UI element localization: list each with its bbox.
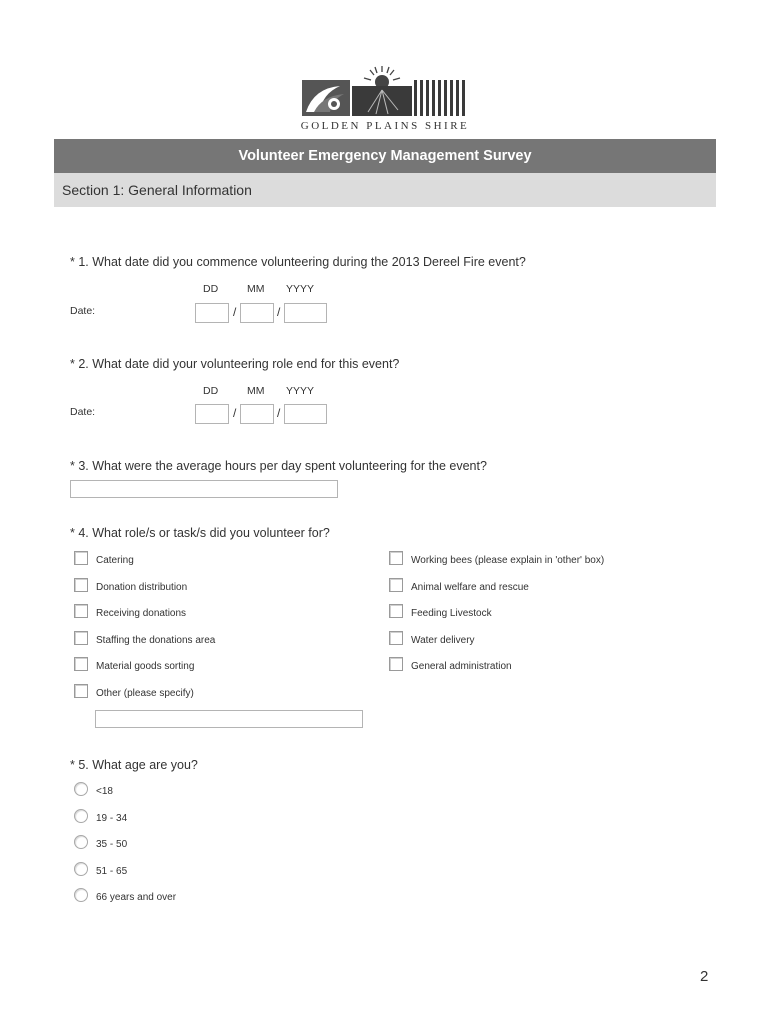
age-under-18-radio[interactable] [74, 782, 88, 796]
age-66-plus-radio[interactable] [74, 888, 88, 902]
other-checkbox[interactable] [74, 684, 88, 698]
q2-yyyy-label: YYYY [286, 385, 315, 397]
q2-year-input[interactable] [284, 404, 327, 424]
q1-dd-label: DD [203, 283, 219, 295]
section-title: Section 1: General Information [54, 173, 716, 207]
receiving-donations-checkbox[interactable] [74, 604, 88, 618]
feeding-livestock-checkbox[interactable] [389, 604, 403, 618]
q2-month-input[interactable] [240, 404, 274, 424]
feeding-livestock-label: Feeding Livestock [411, 608, 492, 619]
page-number: 2 [700, 968, 709, 985]
q2-mm-label: MM [247, 385, 265, 397]
age-35-50-label: 35 - 50 [96, 839, 128, 850]
animal-welfare-label: Animal welfare and rescue [411, 582, 529, 593]
q1-slash-1: / [233, 305, 237, 319]
q2-slash-2: / [277, 406, 281, 420]
q1-day-input[interactable] [195, 303, 229, 323]
q1-date-label: Date: [70, 305, 96, 317]
logo-name: GOLDEN PLAINS SHIRE [300, 120, 470, 132]
q1-mm-label: MM [247, 283, 265, 295]
staffing-donations-area-label: Staffing the donations area [96, 635, 216, 646]
age-19-34-radio[interactable] [74, 809, 88, 823]
question-3: * 3. What were the average hours per day spent volunteering for the event? [70, 459, 487, 473]
q1-year-input[interactable] [284, 303, 327, 323]
question-5: * 5. What age are you? [70, 758, 198, 772]
other-label: Other (please specify) [96, 688, 194, 699]
age-under-18-label: <18 [96, 786, 113, 797]
donation-distribution-label: Donation distribution [96, 582, 188, 593]
animal-welfare-checkbox[interactable] [389, 578, 403, 592]
general-administration-checkbox[interactable] [389, 657, 403, 671]
question-4: * 4. What role/s or task/s did you volunteer for? [70, 526, 330, 540]
question-2: * 2. What date did your volunteering role end for this event? [70, 357, 400, 371]
donation-distribution-checkbox[interactable] [74, 578, 88, 592]
q2-day-input[interactable] [195, 404, 229, 424]
age-51-65-radio[interactable] [74, 862, 88, 876]
age-35-50-radio[interactable] [74, 835, 88, 849]
q2-date-label: Date: [70, 406, 96, 418]
working-bees-checkbox[interactable] [389, 551, 403, 565]
material-goods-sorting-label: Material goods sorting [96, 661, 195, 672]
q2-slash-1: / [233, 406, 237, 420]
staffing-donations-area-checkbox[interactable] [74, 631, 88, 645]
q2-dd-label: DD [203, 385, 219, 397]
catering-checkbox[interactable] [74, 551, 88, 565]
q1-month-input[interactable] [240, 303, 274, 323]
q1-yyyy-label: YYYY [286, 283, 315, 295]
q3-hours-input[interactable] [70, 480, 338, 498]
age-66-plus-label: 66 years and over [96, 892, 177, 903]
age-19-34-label: 19 - 34 [96, 813, 128, 824]
material-goods-sorting-checkbox[interactable] [74, 657, 88, 671]
water-delivery-checkbox[interactable] [389, 631, 403, 645]
q1-slash-2: / [277, 305, 281, 319]
other-specify-input[interactable] [95, 710, 363, 728]
general-administration-label: General administration [411, 661, 512, 672]
question-1: * 1. What date did you commence volunteering during the 2013 Dereel Fire event? [70, 255, 526, 269]
receiving-donations-label: Receiving donations [96, 608, 187, 619]
working-bees-label: Working bees (please explain in 'other' box) [411, 555, 605, 566]
catering-label: Catering [96, 555, 134, 566]
survey-title: Volunteer Emergency Management Survey [54, 139, 716, 173]
water-delivery-label: Water delivery [411, 635, 475, 646]
age-51-65-label: 51 - 65 [96, 866, 128, 877]
